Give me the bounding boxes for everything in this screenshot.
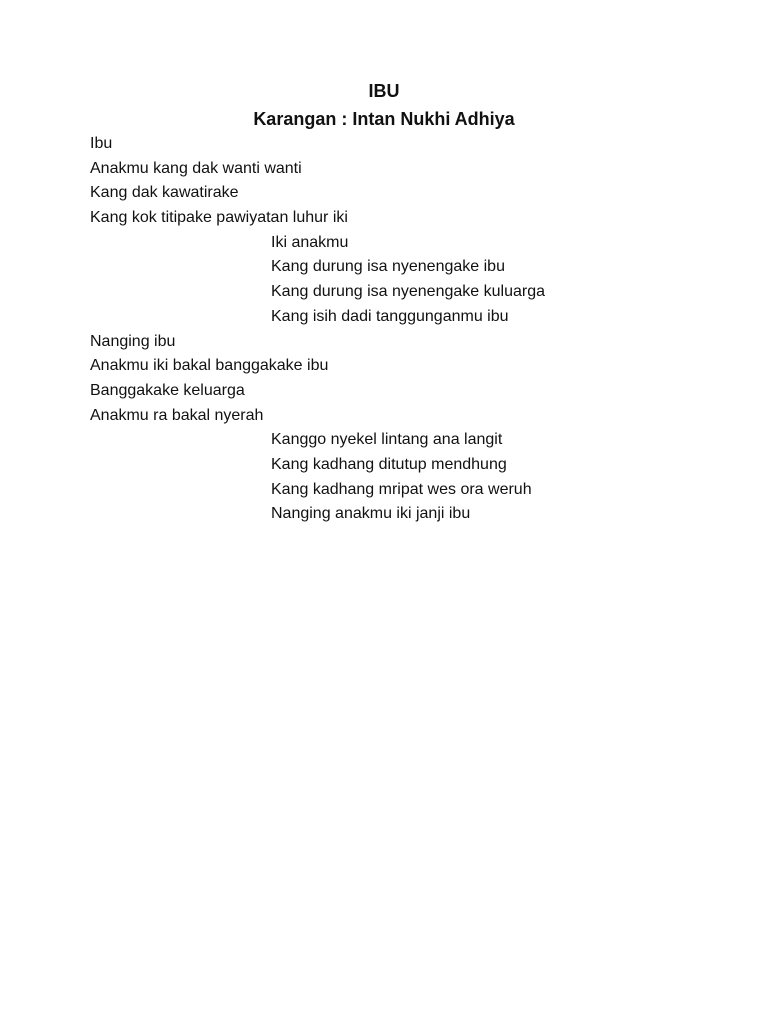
poem-line: Anakmu iki bakal banggakake ibu	[90, 357, 329, 375]
poem-line: Kang kadhang ditutup mendhung	[271, 455, 507, 473]
poem-line: Ibu	[90, 135, 113, 152]
poem-line: Kang kadhang mripat wes ora weruh	[271, 480, 532, 498]
poem-line: Kang durung isa nyenengake kuluarga	[271, 283, 545, 301]
poem-body	[90, 132, 730, 527]
author-line: Karangan : Intan Nukhi Adhiya	[253, 109, 515, 129]
stanza-3	[90, 330, 730, 429]
poem-line: Kanggo nyekel lintang ana langit	[271, 431, 503, 449]
stanza-1	[90, 132, 730, 231]
stanza-4	[90, 428, 730, 527]
poem-line: Nanging ibu	[90, 332, 176, 350]
poem-line: Anakmu ra bakal nyerah	[90, 406, 264, 424]
stanza-2	[90, 231, 730, 330]
poem-title: IBU	[368, 81, 400, 101]
poem-line: Kang isih dadi tanggunganmu ibu	[271, 307, 509, 325]
poem-line: Anakmu kang dak wanti wanti	[90, 159, 302, 177]
poem-line: Kang dak kawatirake	[90, 184, 239, 202]
poem-line: Kang kok titipake pawiyatan luhur iki	[90, 209, 348, 227]
poem-line: Kang durung isa nyenengake ibu	[271, 258, 505, 276]
poem-line: Nanging anakmu iki janji ibu	[271, 505, 471, 523]
poem-line: Banggakake keluarga	[90, 381, 245, 399]
poem-line: Iki anakmu	[271, 233, 349, 251]
